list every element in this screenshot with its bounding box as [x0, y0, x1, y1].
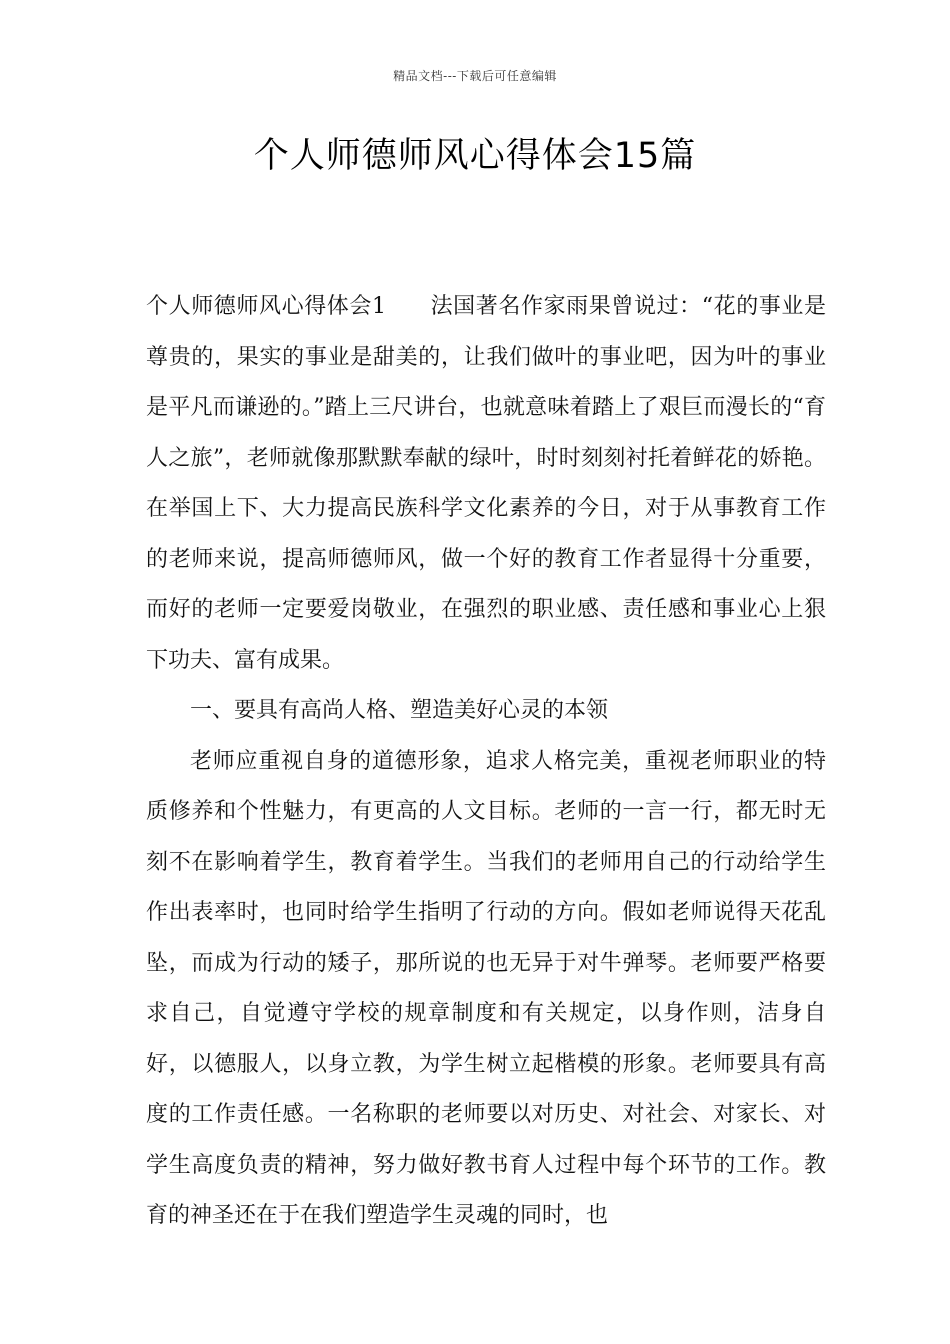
document-body	[146, 282, 826, 1242]
header-note: 精品文档---下载后可任意编辑	[393, 69, 557, 83]
paragraph-body: 老师应重视自身的道德形象，追求人格完美，重视老师职业的特质修养和个性魅力，有更高的人文目标。老师的一言一行，都无时无刻不在影响着学生，教育着学生。当我们的老师用自己的行动给学生作出表率时，也同时给学生指明了行动的方向。假如老师说得天花乱坠，而成为行动的矮子，那所说的也无异于对牛弹琴。老师要严格要求自己，自觉遵守学校的规章制度和有关规定，以身作则，洁身自好，以德服人，以身立教，为学生树立起楷模的形象。老师要具有高度的工作责任感。一名称职的老师要以对历史、对社会、对家长、对学生高度负责的精神，努力做好教书育人过程中每个环节的工作。教育的神圣还在于在我们塑造学生灵魂的同时，也	[146, 748, 826, 1228]
document-title: 个人师德师风心得体会15篇	[253, 136, 697, 176]
section-heading: 一、要具有高尚人格、塑造美好心灵的本领	[190, 698, 609, 723]
paragraph-intro	[146, 282, 826, 686]
paragraph-intro-text: 法国著名作家雨果曾说过：“花的事业是尊贵的，果实的事业是甜美的，让我们做叶的事业吧，因为叶的事业是平凡而谦逊的。”踏上三尺讲台，也就意味着踏上了艰巨而漫长的“育人之旅”，老师就像那默默奉献的绿叶，时时刻刻衬托着鲜花的娇艳。在举国上下、大力提高民族科学文化素养的今日，对于从事教育工作的老师来说，提高师德师风，做一个好的教育工作者显得十分重要，而好的老师一定要爱岗敬业，在强烈的职业感、责任感和事业心上狠下功夫、富有成果。	[146, 294, 827, 673]
section-label: 个人师德师风心得体会1	[146, 294, 386, 319]
